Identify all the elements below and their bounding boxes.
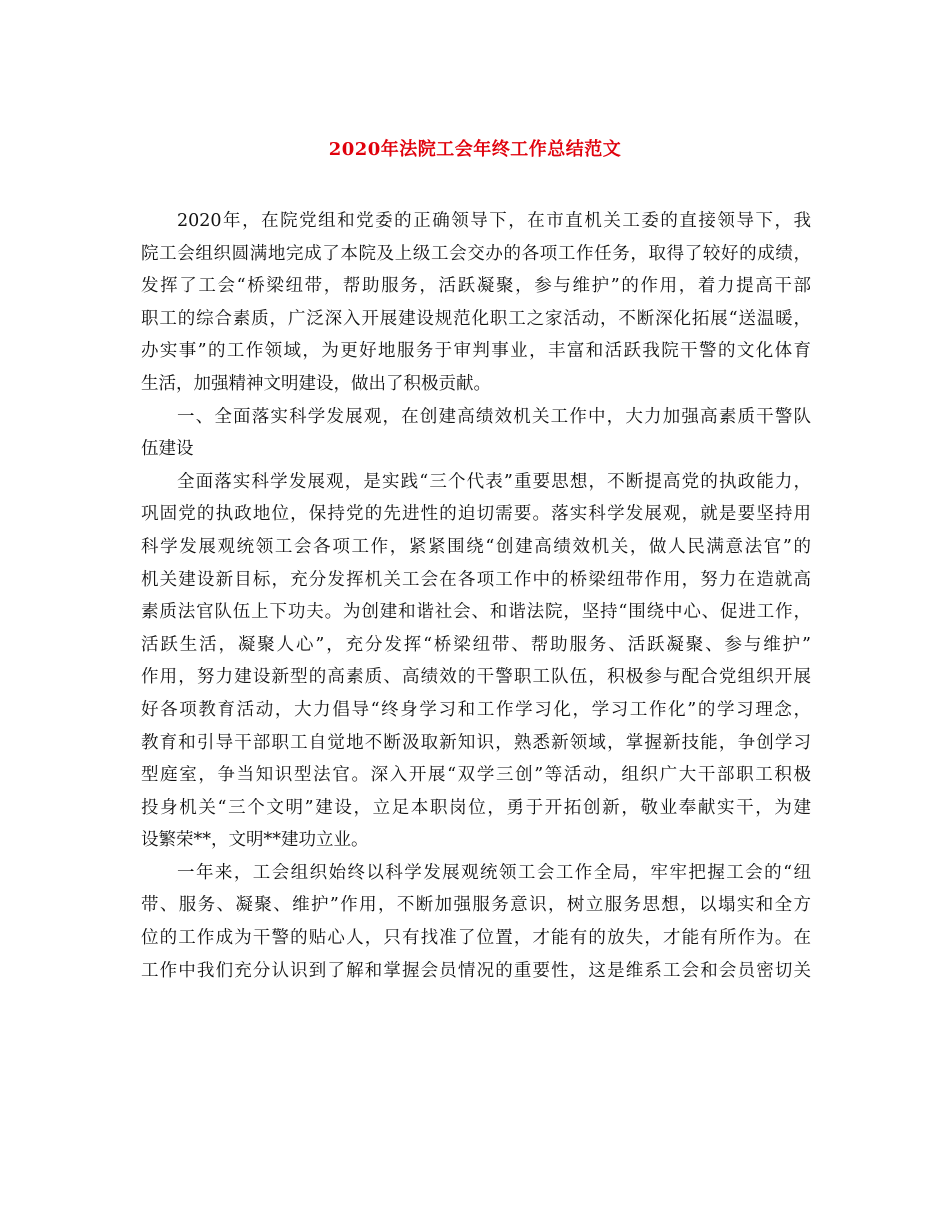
text-line: 投身机关“三个文明”建设，立足本职岗位，勇于开拓创新，敬业奉献实干，为建 <box>141 797 811 818</box>
text-line: 设繁荣**，文明**建功立业。 <box>141 830 369 851</box>
text-line: 素质法官队伍上下功夫。为创建和谐社会、和谐法院，坚持“围绕中心、促进工作， <box>141 602 811 623</box>
document-title: 2020年法院工会年终工作总结范文 <box>328 139 622 160</box>
text-line: 办实事”的工作领域，为更好地服务于审判事业，丰富和活跃我院干警的文化体育 <box>141 341 811 362</box>
text-line: 巩固党的执政地位，保持党的先进性的迫切需要。落实科学发展观，就是要坚持用 <box>141 504 811 525</box>
text-line: 发挥了工会“桥梁纽带，帮助服务，活跃凝聚，参与维护”的作用，着力提高干部 <box>141 276 811 297</box>
text-line: 位的工作成为干警的贴心人，只有找准了位置，才能有的放失，才能有所作为。在 <box>141 928 811 949</box>
text-line: 2020年，在院党组和党委的正确领导下，在市直机关工委的直接领导下，我 <box>177 211 811 231</box>
text-line: 一年来，工会组织始终以科学发展观统领工会工作全局，牢牢把握工会的“纽 <box>177 862 811 883</box>
text-line: 职工的综合素质，广泛深入开展建设规范化职工之家活动，不断深化拓展“送温暖， <box>141 308 811 329</box>
text-line: 院工会组织圆满地完成了本院及上级工会交办的各项工作任务，取得了较好的成绩， <box>141 243 811 264</box>
text-line: 科学发展观统领工会各项工作，紧紧围绕“创建高绩效机关，做人民满意法官”的 <box>141 536 811 557</box>
text-line: 好各项教育活动，大力倡导“终身学习和工作学习化，学习工作化”的学习理念， <box>141 699 811 720</box>
text-line: 生活，加强精神文明建设，做出了积极贡献。 <box>141 373 491 394</box>
section-heading-line: 一、全面落实科学发展观，在创建高绩效机关工作中，大力加强高素质干警队 <box>177 406 811 427</box>
text-line: 机关建设新目标，充分发挥机关工会在各项工作中的桥梁纽带作用，努力在造就高 <box>141 569 811 590</box>
section-heading-line: 伍建设 <box>141 439 194 460</box>
document-body <box>141 205 811 987</box>
text-line: 型庭室，争当知识型法官。深入开展“双学三创”等活动，组织广大干部职工积极 <box>141 765 811 786</box>
text-line: 全面落实科学发展观，是实践“三个代表”重要思想，不断提高党的执政能力， <box>177 471 811 492</box>
text-line: 带、服务、凝聚、维护”作用，不断加强服务意识，树立服务思想，以塌实和全方 <box>141 895 811 916</box>
text-line: 活跃生活，凝聚人心”，充分发挥“桥梁纽带、帮助服务、活跃凝聚、参与维护” <box>141 634 811 655</box>
text-line: 教育和引导干部职工自觉地不断汲取新知识，熟悉新领域，掌握新技能，争创学习 <box>141 732 811 753</box>
text-line: 作用，努力建设新型的高素质、高绩效的干警职工队伍，积极参与配合党组织开展 <box>141 667 811 688</box>
text-line: 工作中我们充分认识到了解和掌握会员情况的重要性，这是维系工会和会员密切关 <box>141 960 811 981</box>
